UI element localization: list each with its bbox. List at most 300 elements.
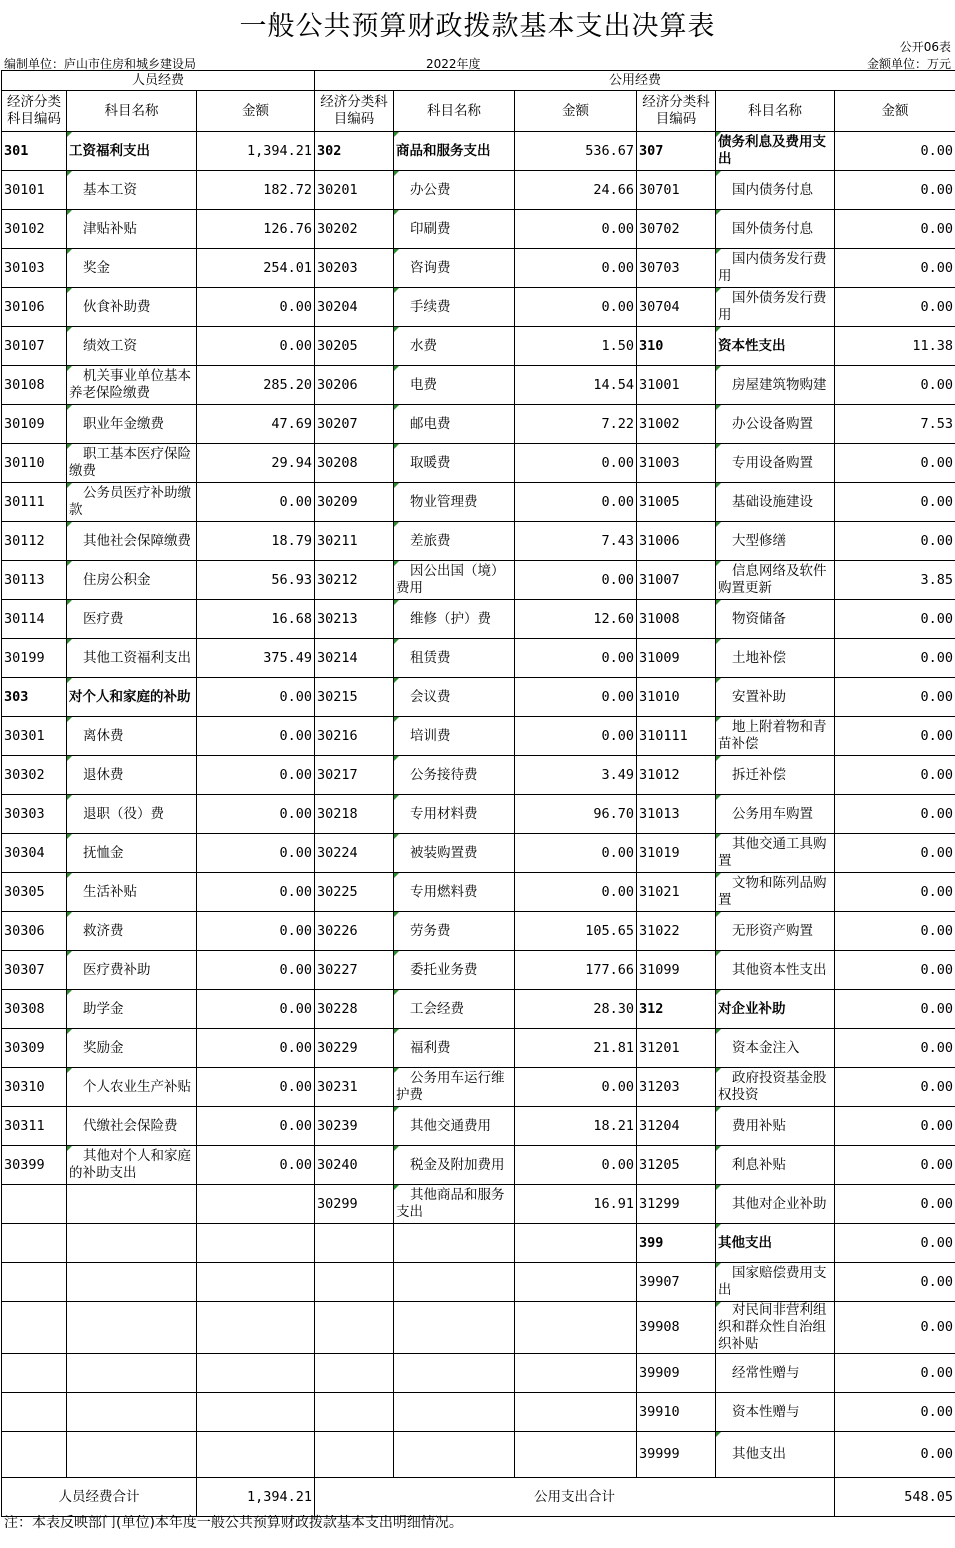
- capital-amount-cell: 0.00: [835, 1185, 955, 1224]
- personnel-name-cell: [67, 1354, 197, 1393]
- personnel-name-cell: [67, 1432, 197, 1478]
- table-row: [2, 717, 955, 756]
- public-code-cell: 30227: [315, 951, 394, 990]
- public-amount-cell: [515, 1432, 637, 1478]
- header-name: 科目名称: [394, 91, 515, 132]
- table-row: [2, 1302, 955, 1354]
- public-amount-cell: [515, 1263, 637, 1302]
- capital-amount-cell: 0.00: [835, 171, 955, 210]
- public-code-cell: 30202: [315, 210, 394, 249]
- personnel-amount-cell: 0.00: [197, 288, 315, 327]
- public-name-cell: 专用材料费: [394, 795, 515, 834]
- capital-code-cell: 31012: [637, 756, 716, 795]
- capital-amount-cell: 0.00: [835, 288, 955, 327]
- personnel-amount-cell: 56.93: [197, 561, 315, 600]
- public-name-cell: [394, 1263, 515, 1302]
- capital-code-cell: 31010: [637, 678, 716, 717]
- capital-code-cell: 30702: [637, 210, 716, 249]
- public-amount-cell: 0.00: [515, 288, 637, 327]
- personnel-name-cell: 救济费: [67, 912, 197, 951]
- capital-amount-cell: 0.00: [835, 483, 955, 522]
- public-amount-cell: 0.00: [515, 639, 637, 678]
- capital-name-cell: 其他支出: [716, 1224, 835, 1263]
- table-row: [2, 522, 955, 561]
- personnel-amount-cell: [197, 1185, 315, 1224]
- capital-name-cell: 拆迁补偿: [716, 756, 835, 795]
- capital-code-cell: 31299: [637, 1185, 716, 1224]
- capital-code-cell: 31003: [637, 444, 716, 483]
- table-row: [2, 951, 955, 990]
- capital-amount-cell: 11.38: [835, 327, 955, 366]
- public-name-cell: 差旅费: [394, 522, 515, 561]
- capital-amount-cell: 0.00: [835, 1224, 955, 1263]
- personnel-code-cell: 30309: [2, 1029, 67, 1068]
- public-name-cell: 水费: [394, 327, 515, 366]
- public-code-cell: 30201: [315, 171, 394, 210]
- capital-name-cell: 国外债务付息: [716, 210, 835, 249]
- personnel-name-cell: [67, 1263, 197, 1302]
- table-row: [2, 990, 955, 1029]
- public-code-cell: [315, 1393, 394, 1432]
- personnel-name-cell: 机关事业单位基本养老保险缴费: [67, 366, 197, 405]
- public-name-cell: [394, 1354, 515, 1393]
- table-row: [2, 561, 955, 600]
- personnel-amount-cell: 0.00: [197, 756, 315, 795]
- capital-code-cell: 310: [637, 327, 716, 366]
- table-row: [2, 249, 955, 288]
- capital-code-cell: 31006: [637, 522, 716, 561]
- public-amount-cell: 0.00: [515, 1146, 637, 1185]
- personnel-code-cell: 30108: [2, 366, 67, 405]
- public-code-cell: [315, 1354, 394, 1393]
- public-name-cell: 取暖费: [394, 444, 515, 483]
- public-amount-cell: 21.81: [515, 1029, 637, 1068]
- currency-unit: 金额单位：万元: [866, 57, 951, 71]
- capital-amount-cell: 0.00: [835, 912, 955, 951]
- capital-amount-cell: 0.00: [835, 873, 955, 912]
- personnel-name-cell: [67, 1185, 197, 1224]
- table-row: [2, 366, 955, 405]
- personnel-amount-cell: [197, 1302, 315, 1354]
- capital-code-cell: 312: [637, 990, 716, 1029]
- totals-row: [2, 1478, 955, 1517]
- capital-code-cell: 31204: [637, 1107, 716, 1146]
- personnel-code-cell: 30106: [2, 288, 67, 327]
- capital-name-cell: 房屋建筑物购建: [716, 366, 835, 405]
- capital-amount-cell: 0.00: [835, 951, 955, 990]
- capital-name-cell: 文物和陈列品购置: [716, 873, 835, 912]
- capital-code-cell: 31019: [637, 834, 716, 873]
- capital-amount-cell: 7.53: [835, 405, 955, 444]
- public-name-cell: 公务接待费: [394, 756, 515, 795]
- public-name-cell: 电费: [394, 366, 515, 405]
- personnel-code-cell: 30305: [2, 873, 67, 912]
- capital-name-cell: 地上附着物和青苗补偿: [716, 717, 835, 756]
- public-name-cell: [394, 1302, 515, 1354]
- personnel-amount-cell: 126.76: [197, 210, 315, 249]
- public-amount-cell: 18.21: [515, 1107, 637, 1146]
- public-name-cell: [394, 1224, 515, 1263]
- personnel-name-cell: 住房公积金: [67, 561, 197, 600]
- personnel-code-cell: 30303: [2, 795, 67, 834]
- capital-code-cell: 39908: [637, 1302, 716, 1354]
- public-name-cell: 会议费: [394, 678, 515, 717]
- capital-code-cell: 31022: [637, 912, 716, 951]
- capital-name-cell: 资本性支出: [716, 327, 835, 366]
- personnel-name-cell: [67, 1224, 197, 1263]
- personnel-amount-cell: 0.00: [197, 327, 315, 366]
- capital-code-cell: 31205: [637, 1146, 716, 1185]
- table-row: [2, 210, 955, 249]
- public-name-cell: 福利费: [394, 1029, 515, 1068]
- personnel-code-cell: 30306: [2, 912, 67, 951]
- personnel-name-cell: 公务员医疗补助缴款: [67, 483, 197, 522]
- personnel-code-cell: 30310: [2, 1068, 67, 1107]
- public-code-cell: 30228: [315, 990, 394, 1029]
- personnel-total-label: 人员经费合计: [2, 1478, 197, 1517]
- personnel-amount-cell: [197, 1224, 315, 1263]
- public-amount-cell: 28.30: [515, 990, 637, 1029]
- capital-name-cell: 专用设备购置: [716, 444, 835, 483]
- personnel-name-cell: 退职（役）费: [67, 795, 197, 834]
- personnel-code-cell: 30113: [2, 561, 67, 600]
- personnel-amount-cell: 0.00: [197, 834, 315, 873]
- capital-amount-cell: 0.00: [835, 1263, 955, 1302]
- table-row: [2, 912, 955, 951]
- capital-name-cell: 资本金注入: [716, 1029, 835, 1068]
- capital-amount-cell: 0.00: [835, 1393, 955, 1432]
- capital-name-cell: 对企业补助: [716, 990, 835, 1029]
- personnel-name-cell: 津贴补贴: [67, 210, 197, 249]
- capital-code-cell: 307: [637, 132, 716, 171]
- capital-amount-cell: 0.00: [835, 522, 955, 561]
- public-name-cell: [394, 1432, 515, 1478]
- capital-code-cell: 31013: [637, 795, 716, 834]
- public-code-cell: [315, 1432, 394, 1478]
- public-amount-cell: 7.43: [515, 522, 637, 561]
- personnel-amount-cell: 18.79: [197, 522, 315, 561]
- capital-code-cell: 39909: [637, 1354, 716, 1393]
- personnel-total-amount: 1,394.21: [197, 1478, 315, 1517]
- personnel-amount-cell: 47.69: [197, 405, 315, 444]
- personnel-code-cell: 30307: [2, 951, 67, 990]
- capital-code-cell: 310111: [637, 717, 716, 756]
- public-code-cell: 30213: [315, 600, 394, 639]
- public-name-cell: 物业管理费: [394, 483, 515, 522]
- public-code-cell: [315, 1263, 394, 1302]
- personnel-name-cell: 抚恤金: [67, 834, 197, 873]
- table-row: [2, 1146, 955, 1185]
- public-name-cell: 租赁费: [394, 639, 515, 678]
- personnel-code-cell: [2, 1263, 67, 1302]
- capital-amount-cell: 0.00: [835, 132, 955, 171]
- public-amount-cell: [515, 1354, 637, 1393]
- capital-name-cell: 无形资产购置: [716, 912, 835, 951]
- public-code-cell: 30206: [315, 366, 394, 405]
- personnel-name-cell: 个人农业生产补贴: [67, 1068, 197, 1107]
- personnel-code-cell: 30103: [2, 249, 67, 288]
- capital-name-cell: 国外债务发行费用: [716, 288, 835, 327]
- capital-amount-cell: 0.00: [835, 1302, 955, 1354]
- personnel-name-cell: 伙食补助费: [67, 288, 197, 327]
- public-name-cell: 其他交通费用: [394, 1107, 515, 1146]
- public-code-cell: 30239: [315, 1107, 394, 1146]
- public-amount-cell: [515, 1224, 637, 1263]
- public-name-cell: 维修（护）费: [394, 600, 515, 639]
- capital-amount-cell: 0.00: [835, 444, 955, 483]
- capital-amount-cell: 0.00: [835, 1354, 955, 1393]
- personnel-name-cell: 离休费: [67, 717, 197, 756]
- table-row: [2, 132, 955, 171]
- personnel-name-cell: [67, 1393, 197, 1432]
- personnel-code-cell: [2, 1432, 67, 1478]
- public-code-cell: 30209: [315, 483, 394, 522]
- capital-name-cell: 经常性赠与: [716, 1354, 835, 1393]
- capital-name-cell: 政府投资基金股权投资: [716, 1068, 835, 1107]
- public-code-cell: 30225: [315, 873, 394, 912]
- capital-name-cell: 国内债务发行费用: [716, 249, 835, 288]
- capital-code-cell: 31201: [637, 1029, 716, 1068]
- personnel-amount-cell: 0.00: [197, 795, 315, 834]
- table-row: [2, 1185, 955, 1224]
- capital-name-cell: 物资储备: [716, 600, 835, 639]
- personnel-name-cell: 基本工资: [67, 171, 197, 210]
- public-code-cell: 30207: [315, 405, 394, 444]
- page-title: 一般公共预算财政拨款基本支出决算表: [239, 11, 716, 42]
- personnel-name-cell: 生活补贴: [67, 873, 197, 912]
- table-row: [2, 1107, 955, 1146]
- capital-amount-cell: 0.00: [835, 600, 955, 639]
- public-code-cell: [315, 1302, 394, 1354]
- public-code-cell: 30299: [315, 1185, 394, 1224]
- public-code-cell: 30231: [315, 1068, 394, 1107]
- personnel-amount-cell: 0.00: [197, 1068, 315, 1107]
- personnel-name-cell: 退休费: [67, 756, 197, 795]
- group-header-personnel: 人员经费: [2, 71, 315, 91]
- table-row: [2, 444, 955, 483]
- capital-amount-cell: 0.00: [835, 795, 955, 834]
- public-code-cell: 30203: [315, 249, 394, 288]
- public-amount-cell: 0.00: [515, 444, 637, 483]
- public-amount-cell: 3.49: [515, 756, 637, 795]
- public-amount-cell: 16.91: [515, 1185, 637, 1224]
- capital-code-cell: 30701: [637, 171, 716, 210]
- capital-code-cell: 31021: [637, 873, 716, 912]
- personnel-name-cell: 其他社会保障缴费: [67, 522, 197, 561]
- capital-code-cell: 31008: [637, 600, 716, 639]
- public-name-cell: 因公出国（境）费用: [394, 561, 515, 600]
- capital-name-cell: 安置补助: [716, 678, 835, 717]
- personnel-code-cell: [2, 1393, 67, 1432]
- personnel-name-cell: 代缴社会保险费: [67, 1107, 197, 1146]
- table-row: [2, 1393, 955, 1432]
- table-row: [2, 756, 955, 795]
- public-name-cell: 办公费: [394, 171, 515, 210]
- capital-code-cell: 31203: [637, 1068, 716, 1107]
- table-row: [2, 678, 955, 717]
- capital-name-cell: 费用补贴: [716, 1107, 835, 1146]
- public-amount-cell: 7.22: [515, 405, 637, 444]
- table-row: [2, 327, 955, 366]
- personnel-amount-cell: 0.00: [197, 678, 315, 717]
- personnel-name-cell: 医疗费补助: [67, 951, 197, 990]
- public-total-amount: 548.05: [835, 1478, 955, 1517]
- public-code-cell: 30211: [315, 522, 394, 561]
- personnel-name-cell: 对个人和家庭的补助: [67, 678, 197, 717]
- personnel-name-cell: 职工基本医疗保险缴费: [67, 444, 197, 483]
- capital-name-cell: 利息补贴: [716, 1146, 835, 1185]
- personnel-code-cell: 30102: [2, 210, 67, 249]
- capital-code-cell: 30704: [637, 288, 716, 327]
- capital-code-cell: 30703: [637, 249, 716, 288]
- capital-name-cell: 其他交通工具购置: [716, 834, 835, 873]
- public-code-cell: 30226: [315, 912, 394, 951]
- personnel-code-cell: 30112: [2, 522, 67, 561]
- public-name-cell: 邮电费: [394, 405, 515, 444]
- personnel-name-cell: [67, 1302, 197, 1354]
- public-name-cell: 被装购置费: [394, 834, 515, 873]
- personnel-code-cell: 301: [2, 132, 67, 171]
- personnel-code-cell: 30301: [2, 717, 67, 756]
- group-header-public: 公用经费: [315, 71, 955, 91]
- public-amount-cell: 0.00: [515, 249, 637, 288]
- capital-name-cell: 国家赔偿费用支出: [716, 1263, 835, 1302]
- public-amount-cell: 0.00: [515, 873, 637, 912]
- capital-name-cell: 公务用车购置: [716, 795, 835, 834]
- public-name-cell: 税金及附加费用: [394, 1146, 515, 1185]
- personnel-amount-cell: [197, 1393, 315, 1432]
- capital-code-cell: 31099: [637, 951, 716, 990]
- header-name: 科目名称: [67, 91, 197, 132]
- personnel-code-cell: 30114: [2, 600, 67, 639]
- capital-amount-cell: 0.00: [835, 249, 955, 288]
- table-row: [2, 600, 955, 639]
- header-name: 科目名称: [716, 91, 835, 132]
- table-row: [2, 1068, 955, 1107]
- public-amount-cell: [515, 1393, 637, 1432]
- public-code-cell: [315, 1224, 394, 1263]
- capital-code-cell: 31005: [637, 483, 716, 522]
- personnel-amount-cell: 254.01: [197, 249, 315, 288]
- capital-amount-cell: 0.00: [835, 756, 955, 795]
- personnel-amount-cell: 0.00: [197, 912, 315, 951]
- capital-amount-cell: 0.00: [835, 1146, 955, 1185]
- capital-amount-cell: 0.00: [835, 1432, 955, 1478]
- public-amount-cell: 0.00: [515, 210, 637, 249]
- personnel-code-cell: 30110: [2, 444, 67, 483]
- table-row: [2, 795, 955, 834]
- table-row: [2, 1029, 955, 1068]
- personnel-amount-cell: 0.00: [197, 1107, 315, 1146]
- table-row: [2, 873, 955, 912]
- personnel-code-cell: 30109: [2, 405, 67, 444]
- table-row: [2, 1224, 955, 1263]
- public-code-cell: 30216: [315, 717, 394, 756]
- public-amount-cell: 12.60: [515, 600, 637, 639]
- public-name-cell: 劳务费: [394, 912, 515, 951]
- public-name-cell: 工会经费: [394, 990, 515, 1029]
- capital-name-cell: 基础设施建设: [716, 483, 835, 522]
- public-name-cell: 专用燃料费: [394, 873, 515, 912]
- personnel-code-cell: 30399: [2, 1146, 67, 1185]
- capital-name-cell: 债务利息及费用支出: [716, 132, 835, 171]
- public-amount-cell: 0.00: [515, 1068, 637, 1107]
- personnel-name-cell: 其他对个人和家庭的补助支出: [67, 1146, 197, 1185]
- public-code-cell: 30240: [315, 1146, 394, 1185]
- public-code-cell: 30214: [315, 639, 394, 678]
- public-name-cell: 培训费: [394, 717, 515, 756]
- table-row: [2, 288, 955, 327]
- capital-name-cell: 其他资本性支出: [716, 951, 835, 990]
- public-amount-cell: 0.00: [515, 834, 637, 873]
- header-amount: 金额: [197, 91, 315, 132]
- personnel-amount-cell: 0.00: [197, 1029, 315, 1068]
- capital-amount-cell: 0.00: [835, 366, 955, 405]
- personnel-name-cell: 奖励金: [67, 1029, 197, 1068]
- capital-name-cell: 资本性赠与: [716, 1393, 835, 1432]
- personnel-name-cell: 绩效工资: [67, 327, 197, 366]
- personnel-amount-cell: 182.72: [197, 171, 315, 210]
- capital-name-cell: 信息网络及软件购置更新: [716, 561, 835, 600]
- header-code: 经济分类科目编码: [637, 91, 716, 132]
- public-name-cell: [394, 1393, 515, 1432]
- public-code-cell: 30205: [315, 327, 394, 366]
- personnel-code-cell: 30101: [2, 171, 67, 210]
- public-total-label: 公用支出合计: [315, 1478, 835, 1517]
- personnel-code-cell: [2, 1302, 67, 1354]
- public-code-cell: 30215: [315, 678, 394, 717]
- personnel-code-cell: 30199: [2, 639, 67, 678]
- personnel-code-cell: 303: [2, 678, 67, 717]
- personnel-code-cell: 30107: [2, 327, 67, 366]
- public-amount-cell: 536.67: [515, 132, 637, 171]
- public-name-cell: 印刷费: [394, 210, 515, 249]
- public-amount-cell: 1.50: [515, 327, 637, 366]
- personnel-code-cell: 30304: [2, 834, 67, 873]
- personnel-code-cell: [2, 1354, 67, 1393]
- personnel-code-cell: 30308: [2, 990, 67, 1029]
- table-row: [2, 1432, 955, 1478]
- public-name-cell: 手续费: [394, 288, 515, 327]
- header-code: 经济分类科目编码: [2, 91, 67, 132]
- table-row: [2, 483, 955, 522]
- public-name-cell: 商品和服务支出: [394, 132, 515, 171]
- capital-amount-cell: 0.00: [835, 1029, 955, 1068]
- capital-amount-cell: 0.00: [835, 1068, 955, 1107]
- public-code-cell: 30204: [315, 288, 394, 327]
- compiling-unit: 编制单位：庐山市住房和城乡建设局: [4, 57, 197, 71]
- capital-name-cell: 办公设备购置: [716, 405, 835, 444]
- public-code-cell: 30229: [315, 1029, 394, 1068]
- personnel-amount-cell: 0.00: [197, 951, 315, 990]
- personnel-amount-cell: [197, 1263, 315, 1302]
- table-note: 注：本表反映部门(单位)本年度一般公共预算财政拨款基本支出明细情况。: [4, 1515, 463, 1531]
- personnel-amount-cell: 0.00: [197, 483, 315, 522]
- header-amount: 金额: [835, 91, 955, 132]
- personnel-name-cell: 职业年金缴费: [67, 405, 197, 444]
- public-name-cell: 咨询费: [394, 249, 515, 288]
- table-row: [2, 1354, 955, 1393]
- personnel-amount-cell: 375.49: [197, 639, 315, 678]
- personnel-code-cell: [2, 1185, 67, 1224]
- capital-amount-cell: 0.00: [835, 678, 955, 717]
- public-amount-cell: 177.66: [515, 951, 637, 990]
- capital-amount-cell: 0.00: [835, 717, 955, 756]
- public-amount-cell: [515, 1302, 637, 1354]
- public-code-cell: 30217: [315, 756, 394, 795]
- public-amount-cell: 0.00: [515, 561, 637, 600]
- public-amount-cell: 0.00: [515, 717, 637, 756]
